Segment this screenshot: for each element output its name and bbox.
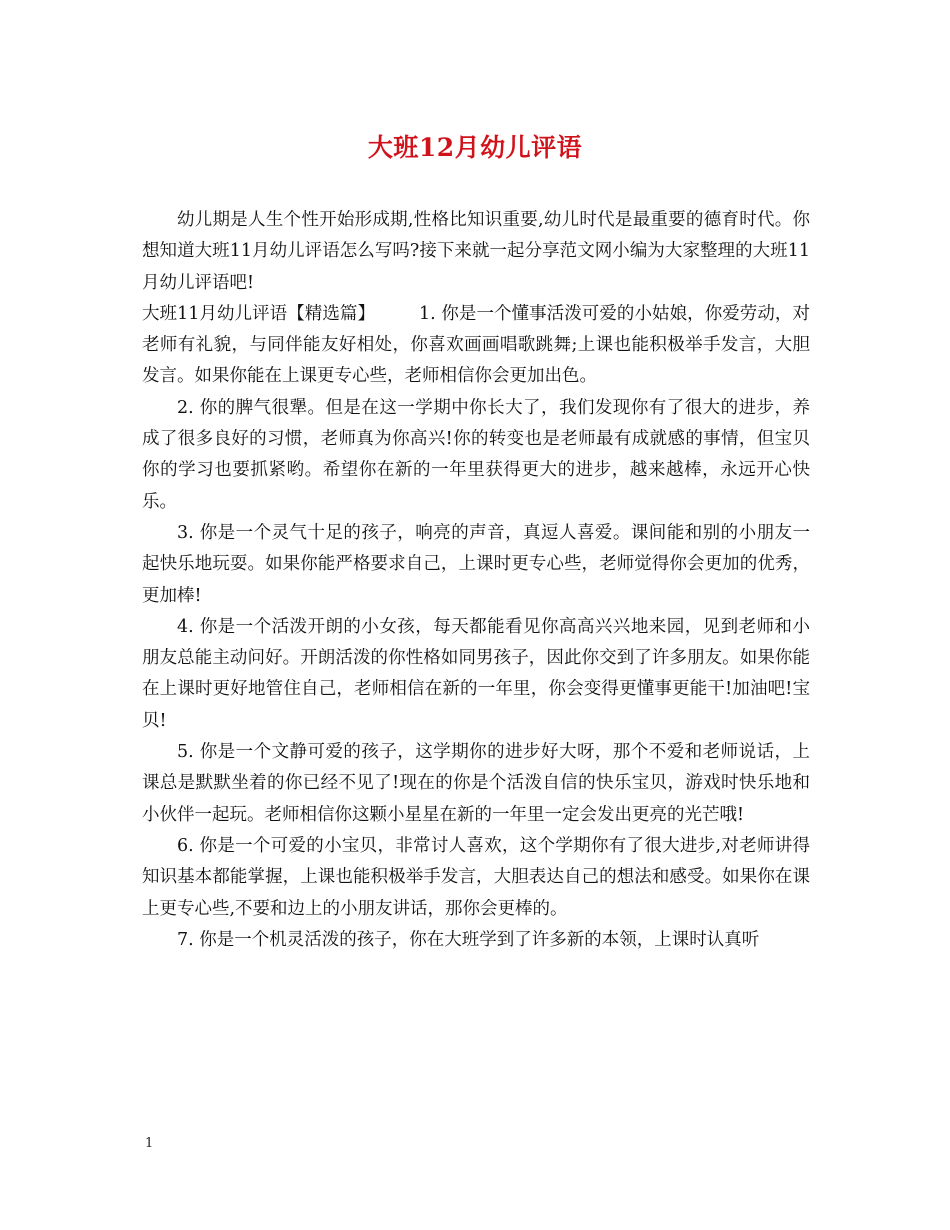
comment-item-2: 2. 你的脾气很犟。但是在这一学期中你长大了，我们发现你有了很大的进步，养成了很多良好的习惯，老师真为你高兴!你的转变也是老师最有成就感的事情，但宝贝你的学习也要抓紧哟。希望你在新的一年里获得更大的进步，越来越棒，永远开心快乐。: [142, 397, 810, 512]
comment-item-6: 6. 你是一个可爱的小宝贝，非常讨人喜欢，这个学期你有了很大进步,对老师讲得知识基本都能掌握，上课也能积极举手发言，大胆表达自己的想法和感受。如果你在课上更专心些,不要和边上的小朋友讲话，那你会更棒的。: [142, 835, 810, 919]
section-paragraph: [142, 299, 810, 393]
comment-item-1: 1. 你是一个懂事活泼可爱的小姑娘，你爱劳动，对老师有礼貌，与同伴能友好相处，你喜欢画画唱歌跳舞;上课也能积极举手发言，大胆发言。如果你能在上课更专心些，老师相信你会更加出色。: [142, 303, 810, 387]
comment-item-5: 5. 你是一个文静可爱的孩子，这学期你的进步好大呀，那个不爱和老师说话，上课总是默默坐着的你已经不见了!现在的你是个活泼自信的快乐宝贝，游戏时快乐地和小伙伴一起玩。老师相信你这颗小星星在新的一年里一定会发出更亮的光芒哦!: [142, 742, 810, 825]
page-number: 1: [145, 1136, 154, 1151]
section-label: 大班11月幼儿评语【精选篇】: [142, 303, 376, 324]
document-body: [142, 205, 810, 956]
comment-item-4: 4. 你是一个活泼开朗的小女孩，每天都能看见你高高兴兴地来园，见到老师和小朋友总能主动问好。开朗活泼的你性格如同男孩子，因此你交到了许多朋友。如果你能在上课时更好地管住自己，老师相信在新的一年里，你会变得更懂事更能干!加油吧!宝贝!: [142, 616, 810, 731]
comment-item-7: 7. 你是一个机灵活泼的孩子，你在大班学到了许多新的本领，上课时认真听: [177, 929, 760, 950]
intro-paragraph: 幼儿期是人生个性开始形成期,性格比知识重要,幼儿时代是最重要的德育时代。你想知道大班11月幼儿评语怎么写吗?接下来就一起分享范文网小编为大家整理的大班11月幼儿评语吧!: [142, 210, 810, 293]
comment-item-3: 3. 你是一个灵气十足的孩子，响亮的声音，真逗人喜爱。课间能和别的小朋友一起快乐地玩耍。如果你能严格要求自己，上课时更专心些，老师觉得你会更加的优秀，更加棒!: [142, 522, 810, 606]
document-title: 大班12月幼儿评语: [367, 133, 583, 162]
